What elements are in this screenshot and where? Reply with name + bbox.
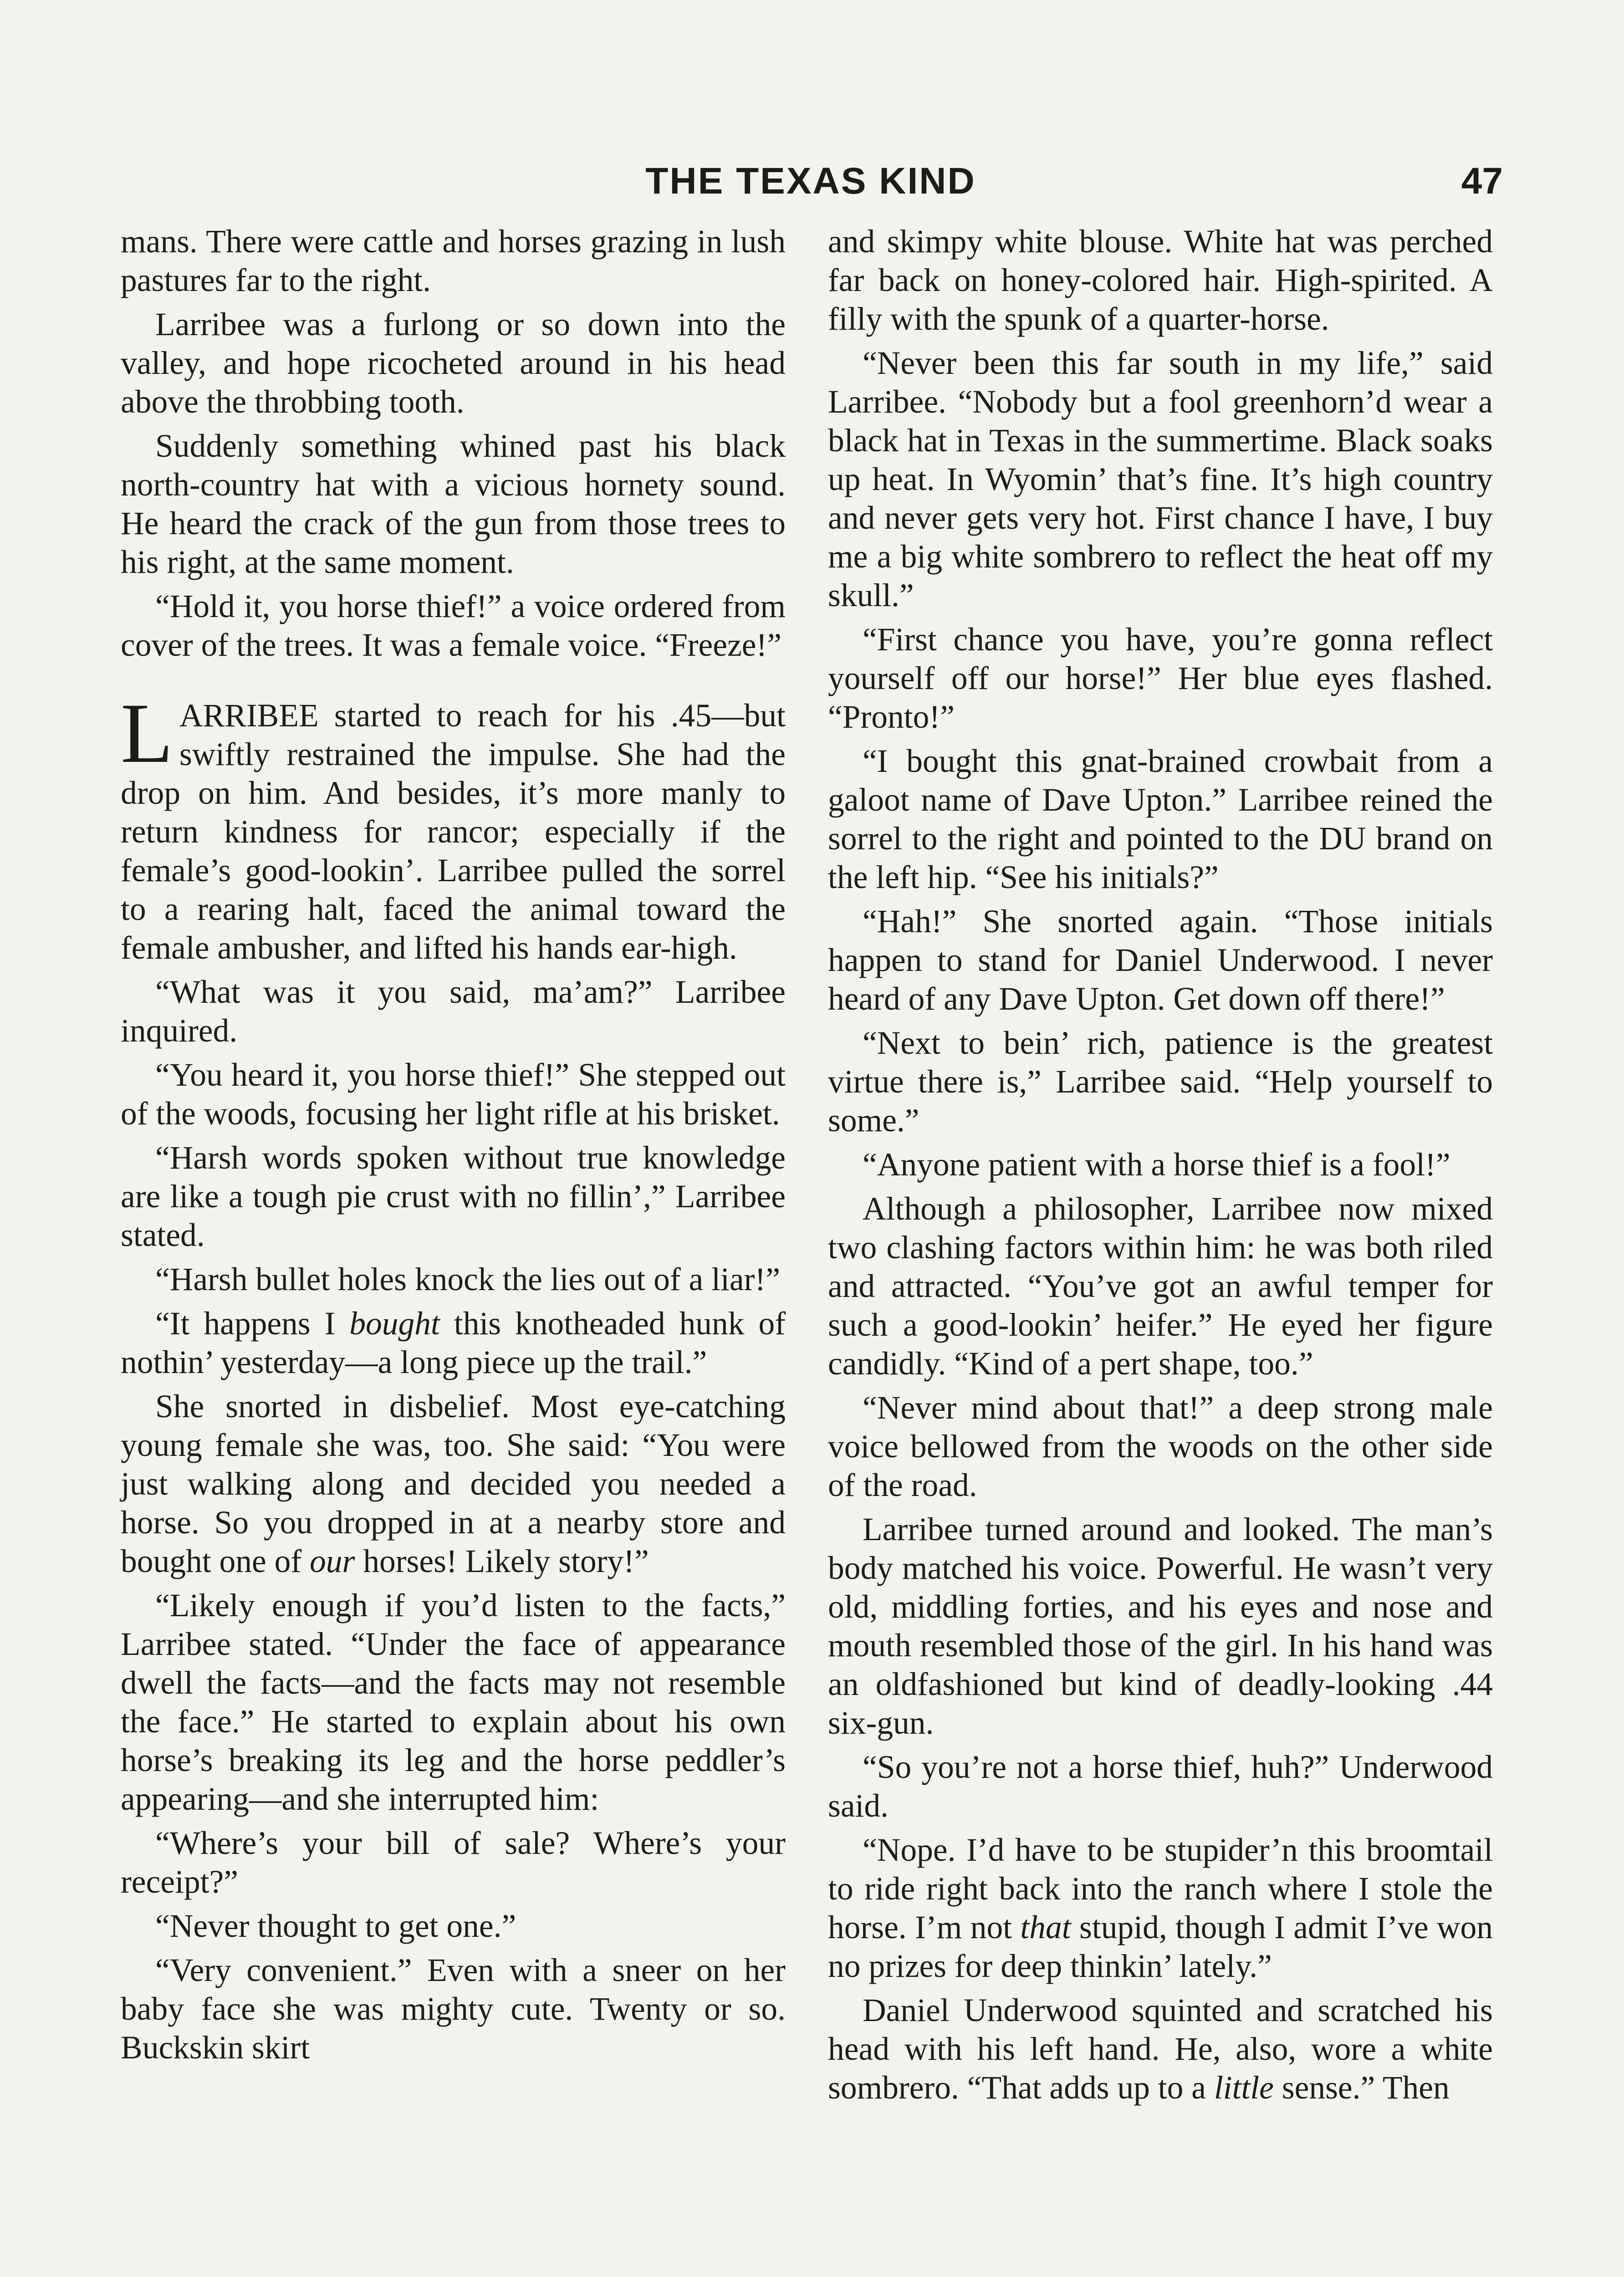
emphasis: bought [349, 1306, 440, 1342]
paragraph: “What was it you said, ma’am?” Larribee inquired. [121, 974, 786, 1049]
paragraph-text: ARRIBEE started to reach for his .45—but swiftly restrained the impulse. She had the drop on him. And besides, it’s more manly to return kindness for rancor; especially if the female’s good-lookin’. Larribee pulled the sorrel to a rearing halt, faced the animal toward the female ambusher, and lifted his hands ear-high. [121, 698, 786, 966]
paragraph [828, 1831, 1493, 1986]
paragraph: Larribee was a furlong or so down into the valley, and hope ricocheted around in his head above the throbbing tooth. [121, 306, 786, 420]
text-run: She snorted in disbelief. Most eye-catching young female she was, too. She said: “You were just walking along and decided you needed a horse. So you dropped in at a nearby store and bought one of [121, 1389, 786, 1579]
paragraph: “I bought this gnat-brained crowbait from a galoot name of Dave Upton.” Larribee reined the sorrel to the right and pointed to the DU brand on the left hip. “See his initials?” [828, 743, 1493, 895]
text-run: sense.” Then [1273, 2070, 1450, 2106]
paragraph: “So you’re not a horse thief, huh?” Underwood said. [828, 1749, 1493, 1824]
text-run: “It happens I [155, 1306, 350, 1342]
drop-cap-letter: L [121, 685, 173, 781]
page-number: 47 [1461, 160, 1503, 202]
paragraph: and skimpy white blouse. White hat was perched far back on honey-colored hair. High-spirited. A filly with the spunk of a quarter-horse. [828, 224, 1493, 337]
running-title: THE TEXAS KIND [645, 160, 976, 202]
paragraph: Suddenly something whined past his black north-country hat with a vicious hornety sound. He heard the crack of the gun from those trees to his right, at the same moment. [121, 428, 786, 580]
page-header [118, 158, 1503, 209]
paragraph: Larribee turned around and looked. The man’s body matched his voice. Powerful. He wasn’t very old, middling forties, and his eyes and nose and mouth resembled those of the girl. In his hand was an oldfashioned but kind of deadly-looking .44 six-gun. [828, 1511, 1493, 1741]
paragraph: “Never been this far south in my life,” said Larribee. “Nobody but a fool greenhorn’d wear a black hat in Texas in the summertime. Black soaks up heat. In Wyomin’ that’s fine. It’s high country and never gets very hot. First chance I have, I buy me a big white sombrero to reflect the heat off my skull.” [828, 345, 1493, 613]
paragraph: “Hah!” She snorted again. “Those initials happen to stand for Daniel Underwood. I never heard of any Dave Upton. Get down off there!” [828, 904, 1493, 1017]
paragraph: “Harsh bullet holes knock the lies out of a liar!” [155, 1261, 780, 1297]
emphasis: little [1214, 2070, 1274, 2106]
text-run: “Nope. I’d have to be stupider’n this broomtail to ride right back into the ranch where I stole the horse. I’m not [828, 1832, 1493, 1945]
right-column [828, 222, 1493, 2113]
paragraph: “Next to bein’ rich, patience is the greatest virtue there is,” Larribee said. “Help yourself to some.” [828, 1025, 1493, 1138]
paragraph: “You heard it, you horse thief!” She stepped out of the woods, focusing her light rifle at his brisket. [121, 1057, 786, 1132]
paragraph: “First chance you have, you’re gonna reflect yourself off our horse!” Her blue eyes flashed. “Pronto!” [828, 622, 1493, 735]
paragraph: mans. There were cattle and horses grazing in lush pastures far to the right. [121, 224, 786, 298]
paragraph-dropcap [121, 685, 786, 967]
emphasis: our [310, 1543, 355, 1579]
text-run: stupid, though I admit I’ve won no prizes for deep thinkin’ lately.” [828, 1909, 1493, 1984]
paragraph: “Where’s your bill of sale? Where’s your receipt?” [121, 1825, 786, 1900]
paragraph: “Anyone patient with a horse thief is a fool!” [863, 1147, 1450, 1183]
paragraph [121, 1387, 786, 1581]
left-column [121, 222, 786, 2073]
paragraph: “Likely enough if you’d listen to the facts,” Larribee stated. “Under the face of appearance dwell the facts—and the facts may not resemble the face.” He started to explain about his own horse’s breaking its leg and the horse peddler’s appearing—and she interrupted him: [121, 1588, 786, 1817]
paragraph: “Never thought to get one.” [155, 1908, 516, 1944]
emphasis: that [1020, 1909, 1071, 1945]
paragraph: “Never mind about that!” a deep strong male voice bellowed from the woods on the other side of the road. [828, 1390, 1493, 1503]
paragraph [828, 1991, 1493, 2107]
paragraph: “Hold it, you horse thief!” a voice ordered from cover of the trees. It was a female voice. “Freeze!” [121, 588, 786, 663]
paragraph: “Harsh words spoken without true knowledge are like a tough pie crust with no fillin’,” Larribee stated. [121, 1140, 786, 1253]
text-run: horses! Likely story!” [355, 1543, 649, 1579]
paragraph: Although a philosopher, Larribee now mixed two clashing factors within him: he was both riled and attracted. “You’ve got an awful temper for such a good-lookin’ heifer.” He eyed her figure candidly. “Kind of a pert shape, too.” [828, 1191, 1493, 1382]
paragraph [121, 1304, 786, 1382]
paragraph: “Very convenient.” Even with a sneer on her baby face she was mighty cute. Twenty or so. Buckskin skirt [121, 1952, 786, 2066]
text-run: this knotheaded hunk of nothin’ yesterday—a long piece up the trail.” [121, 1306, 786, 1380]
text-run: Daniel Underwood squinted and scratched his head with his left hand. He, also, wore a white sombrero. “That adds up to a [828, 1992, 1493, 2106]
